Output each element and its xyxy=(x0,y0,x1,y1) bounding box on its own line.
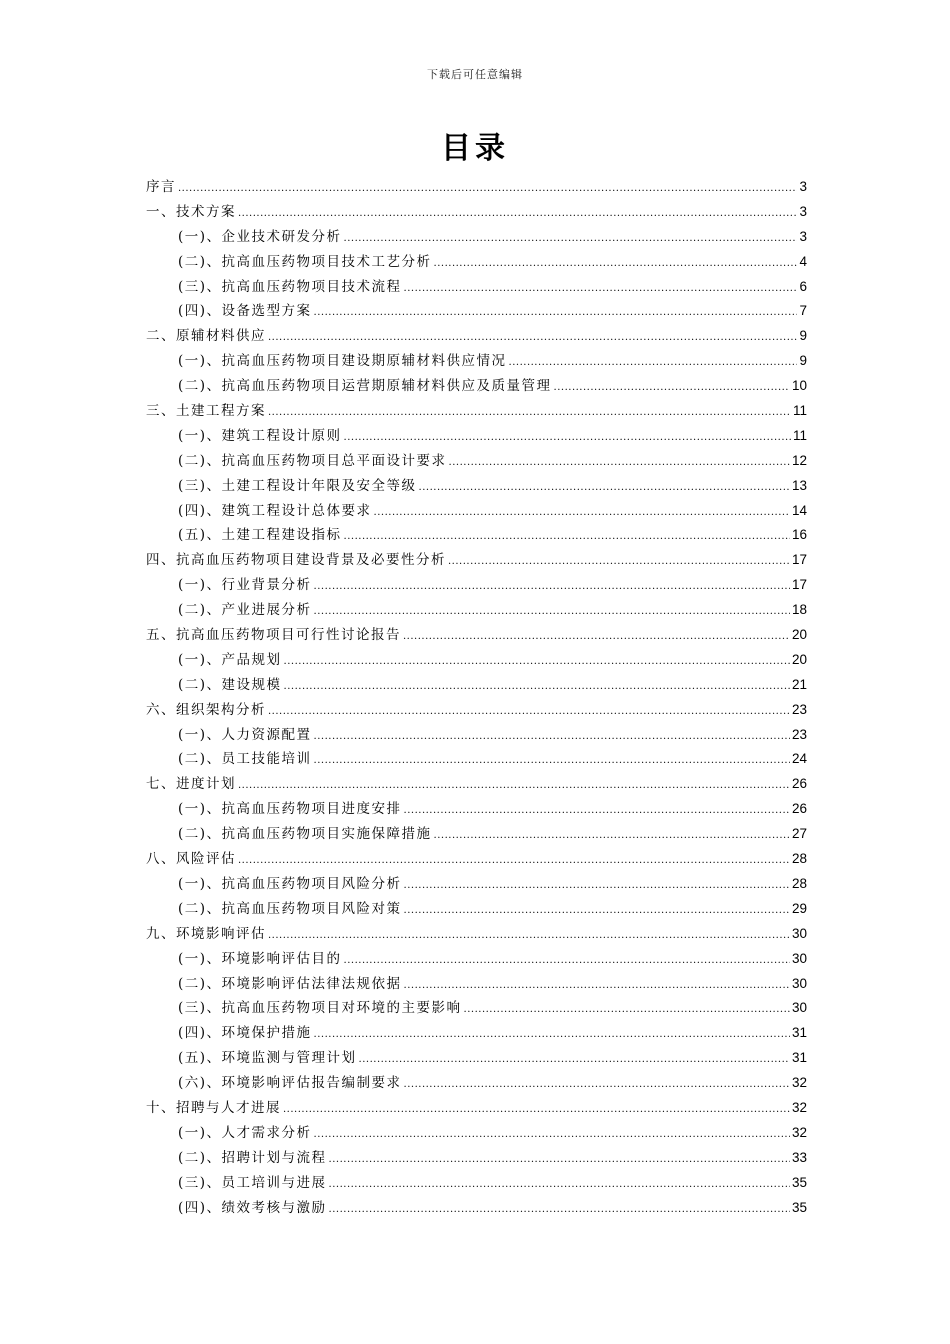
toc-entry-label: (一)、人力资源配置 xyxy=(178,726,312,743)
toc-entry-label: (三)、员工培训与进展 xyxy=(178,1174,327,1191)
toc-entry-page: 32 xyxy=(791,1124,807,1140)
toc-entry[interactable] xyxy=(146,1071,807,1096)
toc-entry-label: (二)、建设规模 xyxy=(178,676,282,693)
toc-entry-page: 3 xyxy=(799,179,807,194)
toc-entry-page: 35 xyxy=(791,1174,807,1190)
toc-entry-label: (五)、环境监测与管理计划 xyxy=(178,1050,357,1067)
toc-entry-page: 31 xyxy=(791,1050,807,1066)
toc-entry[interactable] xyxy=(146,897,807,922)
toc-entry-page: 7 xyxy=(799,303,807,319)
toc-entry-label: 一、技术方案 xyxy=(146,203,236,220)
toc-dot-leader xyxy=(284,675,790,700)
toc-entry[interactable] xyxy=(146,947,807,972)
toc-entry-page: 20 xyxy=(791,651,807,667)
toc-entry-page: 23 xyxy=(791,726,807,742)
toc-entry[interactable] xyxy=(146,1096,807,1121)
toc-entry-page: 12 xyxy=(791,452,807,468)
toc-entry[interactable] xyxy=(146,822,807,847)
toc-entry-label: (一)、建筑工程设计原则 xyxy=(178,427,342,444)
toc-dot-leader xyxy=(419,476,790,501)
toc-dot-leader xyxy=(268,700,790,725)
toc-entry-label: (三)、土建工程设计年限及安全等级 xyxy=(178,477,417,494)
toc-entry-page: 29 xyxy=(791,900,807,916)
toc-entry-page: 17 xyxy=(791,577,807,593)
toc-dot-leader xyxy=(404,1073,790,1098)
toc-dot-leader xyxy=(374,501,790,526)
toc-dot-leader xyxy=(344,227,798,252)
toc-entry[interactable] xyxy=(146,349,807,374)
toc-entry-label: (二)、抗高血压药物项目技术工艺分析 xyxy=(178,253,432,270)
toc-entry-page: 31 xyxy=(791,1025,807,1041)
toc-dot-leader xyxy=(329,1198,790,1223)
toc-entry-label: (二)、抗高血压药物项目实施保障措施 xyxy=(178,826,432,843)
toc-entry-label: (一)、环境影响评估目的 xyxy=(178,950,342,967)
toc-entry-page: 26 xyxy=(791,801,807,817)
toc-dot-leader xyxy=(314,1023,790,1048)
toc-entry-label: (一)、行业背景分析 xyxy=(178,577,312,594)
toc-entry[interactable] xyxy=(146,747,807,772)
toc-dot-leader xyxy=(449,451,790,476)
toc-dot-leader xyxy=(268,401,791,426)
toc-entry-page: 30 xyxy=(791,1000,807,1016)
toc-entry[interactable] xyxy=(146,548,807,573)
toc-entry-page: 9 xyxy=(799,353,807,369)
toc-entry-label: (三)、抗高血压药物项目对环境的主要影响 xyxy=(178,1000,462,1017)
toc-dot-leader xyxy=(404,277,798,302)
toc-entry-label: 九、环境影响评估 xyxy=(146,925,266,942)
toc-dot-leader xyxy=(329,1173,790,1198)
toc-entry[interactable] xyxy=(146,772,807,797)
toc-entry[interactable] xyxy=(146,922,807,947)
toc-entry-page: 4 xyxy=(799,253,807,269)
toc-entry[interactable] xyxy=(146,723,807,748)
toc-dot-leader xyxy=(314,725,790,750)
toc-entry-label: 七、进度计划 xyxy=(146,776,236,793)
toc-entry-label: (二)、抗高血压药物项目风险对策 xyxy=(178,900,402,917)
toc-entry[interactable] xyxy=(146,872,807,897)
toc-entry-label: (二)、环境影响评估法律法规依据 xyxy=(178,975,402,992)
toc-entry-page: 23 xyxy=(791,701,807,717)
toc-entry-page: 20 xyxy=(791,627,807,643)
toc-entry[interactable] xyxy=(146,250,807,275)
toc-entry-page: 18 xyxy=(791,602,807,618)
toc-entry-label: 四、抗高血压药物项目建设背景及必要性分析 xyxy=(146,552,446,569)
toc-entry-label: 八、风险评估 xyxy=(146,851,236,868)
toc-dot-leader xyxy=(283,1098,790,1123)
page-title: 目录 xyxy=(441,131,509,166)
toc-entry-label: (一)、产品规划 xyxy=(178,651,282,668)
toc-dot-leader xyxy=(404,899,790,924)
toc-dot-leader xyxy=(509,351,798,376)
toc-entry-label: (二)、抗高血压药物项目总平面设计要求 xyxy=(178,452,447,469)
toc-dot-leader xyxy=(403,625,790,650)
toc-entry-page: 17 xyxy=(791,552,807,568)
toc-entry-page: 26 xyxy=(791,776,807,792)
toc-entry-label: (二)、抗高血压药物项目运营期原辅材料供应及质量管理 xyxy=(178,378,552,395)
toc-entry[interactable] xyxy=(146,797,807,822)
toc-entry-page: 33 xyxy=(791,1149,807,1165)
toc-entry-page: 3 xyxy=(799,228,807,244)
toc-dot-leader xyxy=(314,1123,790,1148)
toc-entry[interactable] xyxy=(146,673,807,698)
toc-entry-page: 30 xyxy=(791,975,807,991)
toc-dot-leader xyxy=(314,301,798,326)
toc-entry[interactable] xyxy=(146,474,807,499)
toc-dot-leader xyxy=(464,998,790,1023)
toc-entry-page: 13 xyxy=(791,477,807,493)
toc-entry[interactable] xyxy=(146,374,807,399)
toc-entry-label: (二)、招聘计划与流程 xyxy=(178,1149,327,1166)
toc-dot-leader xyxy=(284,650,790,675)
toc-entry[interactable] xyxy=(146,225,807,250)
toc-entry-label: (四)、设备选型方案 xyxy=(178,303,312,320)
toc-dot-leader xyxy=(314,749,790,774)
toc-dot-leader xyxy=(329,1148,790,1173)
toc-entry-page: 24 xyxy=(791,751,807,767)
toc-entry-page: 16 xyxy=(791,527,807,543)
toc-entry-label: 六、组织架构分析 xyxy=(146,701,266,718)
toc-entry-label: 二、原辅材料供应 xyxy=(146,328,266,345)
toc-dot-leader xyxy=(404,799,790,824)
toc-entry-page: 11 xyxy=(792,427,807,443)
toc-entry[interactable] xyxy=(146,996,807,1021)
toc-entry[interactable] xyxy=(146,424,807,449)
toc-entry[interactable] xyxy=(146,200,807,225)
toc-dot-leader xyxy=(344,949,790,974)
toc-dot-leader xyxy=(448,550,790,575)
toc-entry-label: (四)、绩效考核与激励 xyxy=(178,1199,327,1216)
toc-dot-leader xyxy=(178,177,797,202)
toc-entry[interactable] xyxy=(146,449,807,474)
toc-dot-leader xyxy=(344,525,790,550)
toc-dot-leader xyxy=(404,974,790,999)
toc-entry-label: 五、抗高血压药物项目可行性讨论报告 xyxy=(146,627,401,644)
toc-entry-page: 6 xyxy=(799,278,807,294)
toc-entry-page: 35 xyxy=(791,1199,807,1215)
toc-entry[interactable] xyxy=(146,598,807,623)
toc-entry[interactable] xyxy=(146,1196,807,1221)
toc-entry[interactable] xyxy=(146,175,807,200)
toc-entry[interactable] xyxy=(146,299,807,324)
toc-entry-page: 28 xyxy=(791,851,807,867)
toc-entry-page: 3 xyxy=(799,203,807,219)
toc-entry[interactable] xyxy=(146,499,807,524)
toc-entry-page: 11 xyxy=(792,403,807,419)
toc-entry-label: (一)、企业技术研发分析 xyxy=(178,228,342,245)
toc-dot-leader xyxy=(344,426,791,451)
toc-entry[interactable] xyxy=(146,573,807,598)
toc-entry-page: 21 xyxy=(791,676,807,692)
toc-entry-page: 30 xyxy=(791,925,807,941)
toc-entry-page: 32 xyxy=(791,1075,807,1091)
toc-entry-label: 序言 xyxy=(146,179,176,195)
toc-entry-page: 32 xyxy=(791,1099,807,1115)
toc-entry-label: (二)、产业进展分析 xyxy=(178,602,312,619)
toc-entry-label: (四)、环境保护措施 xyxy=(178,1025,312,1042)
toc-entry[interactable] xyxy=(146,698,807,723)
toc-dot-leader xyxy=(238,202,797,227)
toc-dot-leader xyxy=(268,924,790,949)
toc-entry-label: (四)、建筑工程设计总体要求 xyxy=(178,502,372,519)
toc-entry[interactable] xyxy=(146,324,807,349)
toc-dot-leader xyxy=(434,252,798,277)
toc-entry[interactable] xyxy=(146,1171,807,1196)
toc-entry[interactable] xyxy=(146,623,807,648)
toc-entry-page: 9 xyxy=(799,328,807,344)
toc-entry-label: (三)、抗高血压药物项目技术流程 xyxy=(178,278,402,295)
toc-dot-leader xyxy=(238,849,790,874)
toc-entry-page: 28 xyxy=(791,875,807,891)
toc-entry-label: (一)、抗高血压药物项目建设期原辅材料供应情况 xyxy=(178,353,507,370)
toc-dot-leader xyxy=(268,326,797,351)
toc-dot-leader xyxy=(404,874,790,899)
toc-entry-label: (一)、抗高血压药物项目风险分析 xyxy=(178,875,402,892)
toc-dot-leader xyxy=(238,774,790,799)
toc-entry-page: 27 xyxy=(791,826,807,842)
toc-entry-label: (六)、环境影响评估报告编制要求 xyxy=(178,1075,402,1092)
toc-entry-label: (一)、抗高血压药物项目进度安排 xyxy=(178,801,402,818)
toc-entry[interactable] xyxy=(146,399,807,424)
toc-entry[interactable] xyxy=(146,275,807,300)
toc-entry-page: 10 xyxy=(791,378,807,394)
toc-dot-leader xyxy=(359,1048,790,1073)
toc-entry-label: 十、招聘与人才进展 xyxy=(146,1099,281,1116)
toc-entry-page: 30 xyxy=(791,950,807,966)
toc-entry[interactable] xyxy=(146,847,807,872)
toc-entry[interactable] xyxy=(146,1146,807,1171)
toc-entry[interactable] xyxy=(146,1021,807,1046)
toc-entry-label: (一)、人才需求分析 xyxy=(178,1124,312,1141)
toc-entry[interactable] xyxy=(146,523,807,548)
toc-entry-label: 三、土建工程方案 xyxy=(146,403,266,420)
toc-dot-leader xyxy=(554,376,790,401)
page-header: 下载后可任意编辑 xyxy=(427,68,523,81)
toc-entry-page: 14 xyxy=(791,502,807,518)
toc-dot-leader xyxy=(434,824,790,849)
toc-entry[interactable] xyxy=(146,972,807,997)
toc-entry[interactable] xyxy=(146,1121,807,1146)
toc-entry-label: (五)、土建工程建设指标 xyxy=(178,527,342,544)
toc-dot-leader xyxy=(314,575,790,600)
table-of-contents xyxy=(146,175,807,1220)
toc-entry[interactable] xyxy=(146,648,807,673)
toc-entry[interactable] xyxy=(146,1046,807,1071)
toc-dot-leader xyxy=(314,600,790,625)
toc-entry-label: (二)、员工技能培训 xyxy=(178,751,312,768)
